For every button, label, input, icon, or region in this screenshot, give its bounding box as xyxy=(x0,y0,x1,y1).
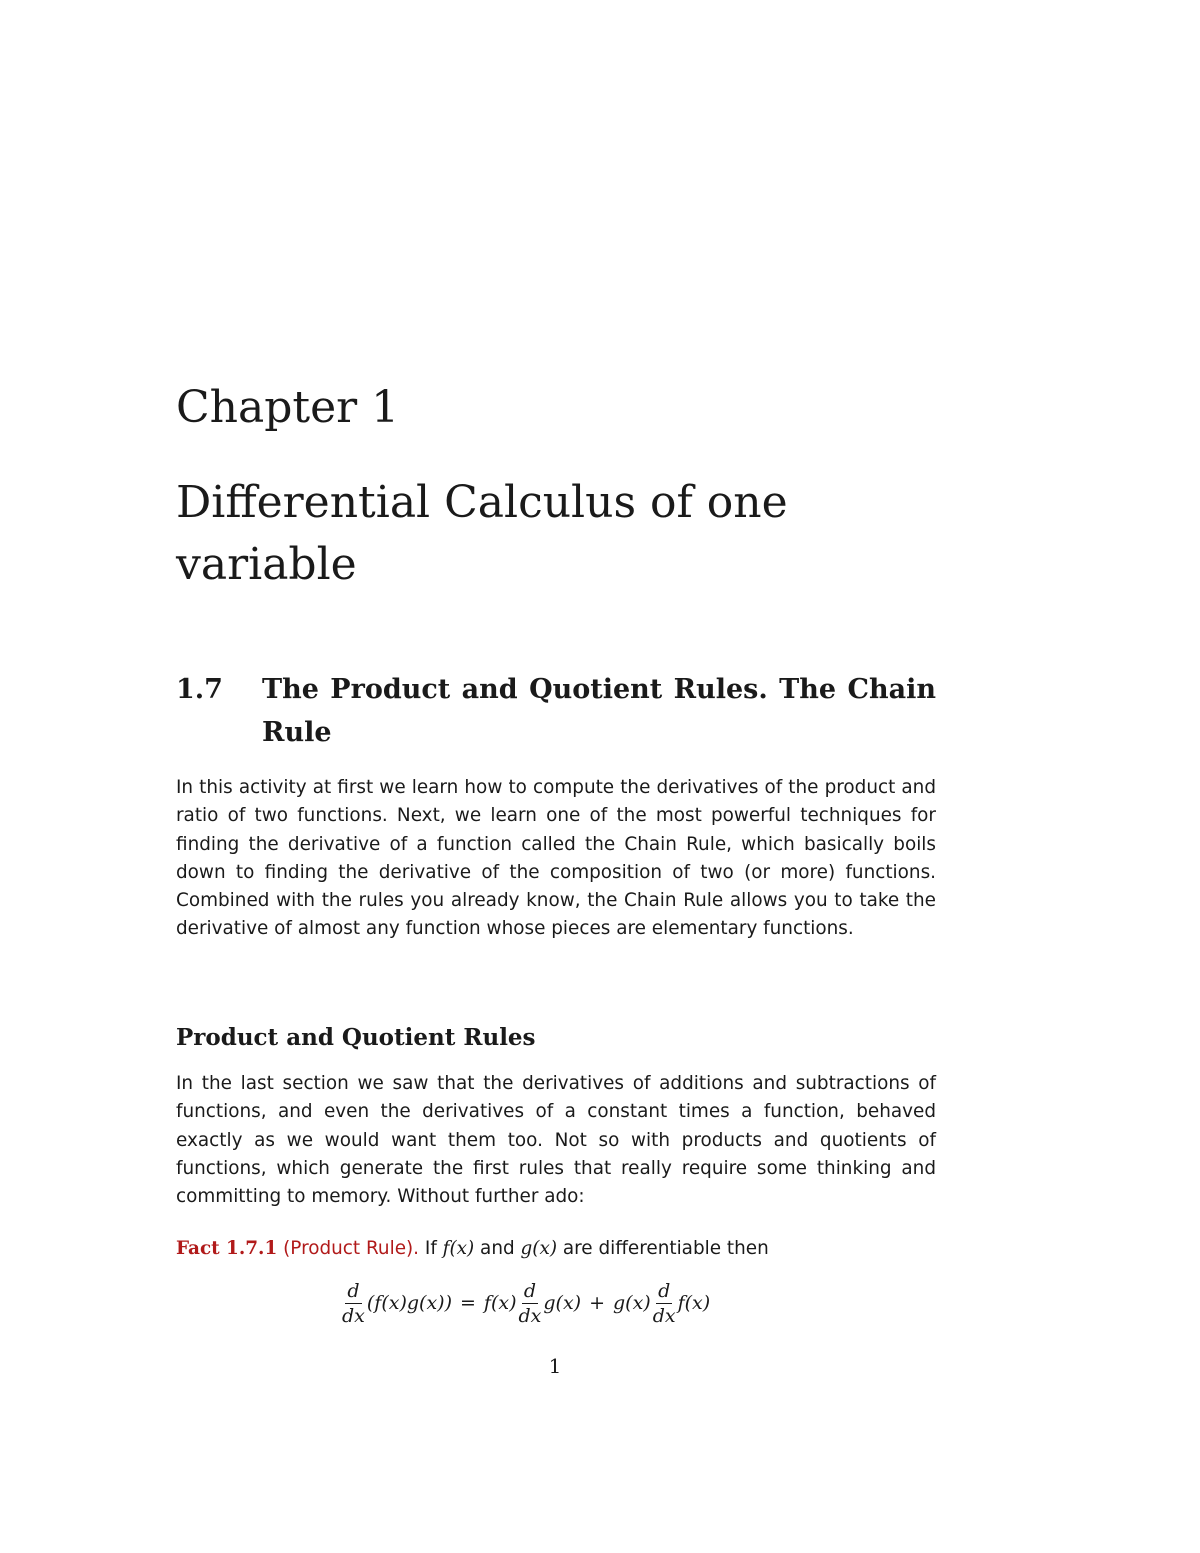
section-heading xyxy=(176,668,936,754)
section-title: The Product and Quotient Rules. The Chain Rule xyxy=(262,674,936,748)
fact-text-and: and xyxy=(480,1238,515,1259)
product-rule-formula xyxy=(340,1272,710,1334)
formula-term1-suffix: g(x) xyxy=(543,1292,582,1314)
formula-plus: + xyxy=(589,1292,606,1314)
formula-term1-prefix: f(x) xyxy=(483,1292,517,1314)
fact-g-of-x: g(x) xyxy=(520,1238,558,1259)
fact-text-rest: are differentiable then xyxy=(562,1238,769,1259)
chapter-label: Chapter 1 xyxy=(176,382,400,433)
fact-f-of-x: f(x) xyxy=(442,1238,475,1259)
section-intro-paragraph: In this activity at first we learn how to compute the derivatives of the product and ratio of two functions. Next, we learn one of the most powerful techniques for finding the derivative of a function called the Chain Rule, which basically boils down to finding the derivative of the composition of two (or more) functions. Combined with the rules you already know, the Chain Rule allows you to take the derivative of almost any function whose pieces are elementary functions. xyxy=(176,777,936,940)
formula-equals: = xyxy=(460,1292,476,1314)
section-number: 1.7 xyxy=(176,674,223,705)
formula-lhs: (f(x)g(x)) xyxy=(366,1292,452,1314)
derivative-operator-term2: $\frac{d}{dx}$ xyxy=(652,1279,676,1327)
fact-name: (Product Rule). xyxy=(283,1238,420,1259)
derivative-operator-lhs: $\frac{d}{dx}$ xyxy=(342,1279,365,1327)
page-number: 1 xyxy=(548,1354,562,1378)
subsection-heading: Product and Quotient Rules xyxy=(176,1024,536,1051)
formula-term2-suffix: f(x) xyxy=(677,1292,711,1314)
fact-label: Fact 1.7.1 xyxy=(176,1238,278,1259)
subsection-paragraph: In the last section we saw that the derivatives of additions and subtractions of functions, and even the derivatives of a constant times a function, behaved exactly as we would want them too. Not so with products and quotients of functions, which generate the first rules that really require some thinking and committing to memory. Without further ado: xyxy=(176,1073,936,1208)
formula-term2-prefix: g(x) xyxy=(613,1292,651,1314)
derivative-operator-term1: $\frac{d}{dx}$ xyxy=(518,1279,542,1327)
fact-statement xyxy=(176,1234,936,1264)
fact-text-if: If xyxy=(424,1238,437,1259)
chapter-title: Differential Calculus of one variable xyxy=(176,477,788,590)
